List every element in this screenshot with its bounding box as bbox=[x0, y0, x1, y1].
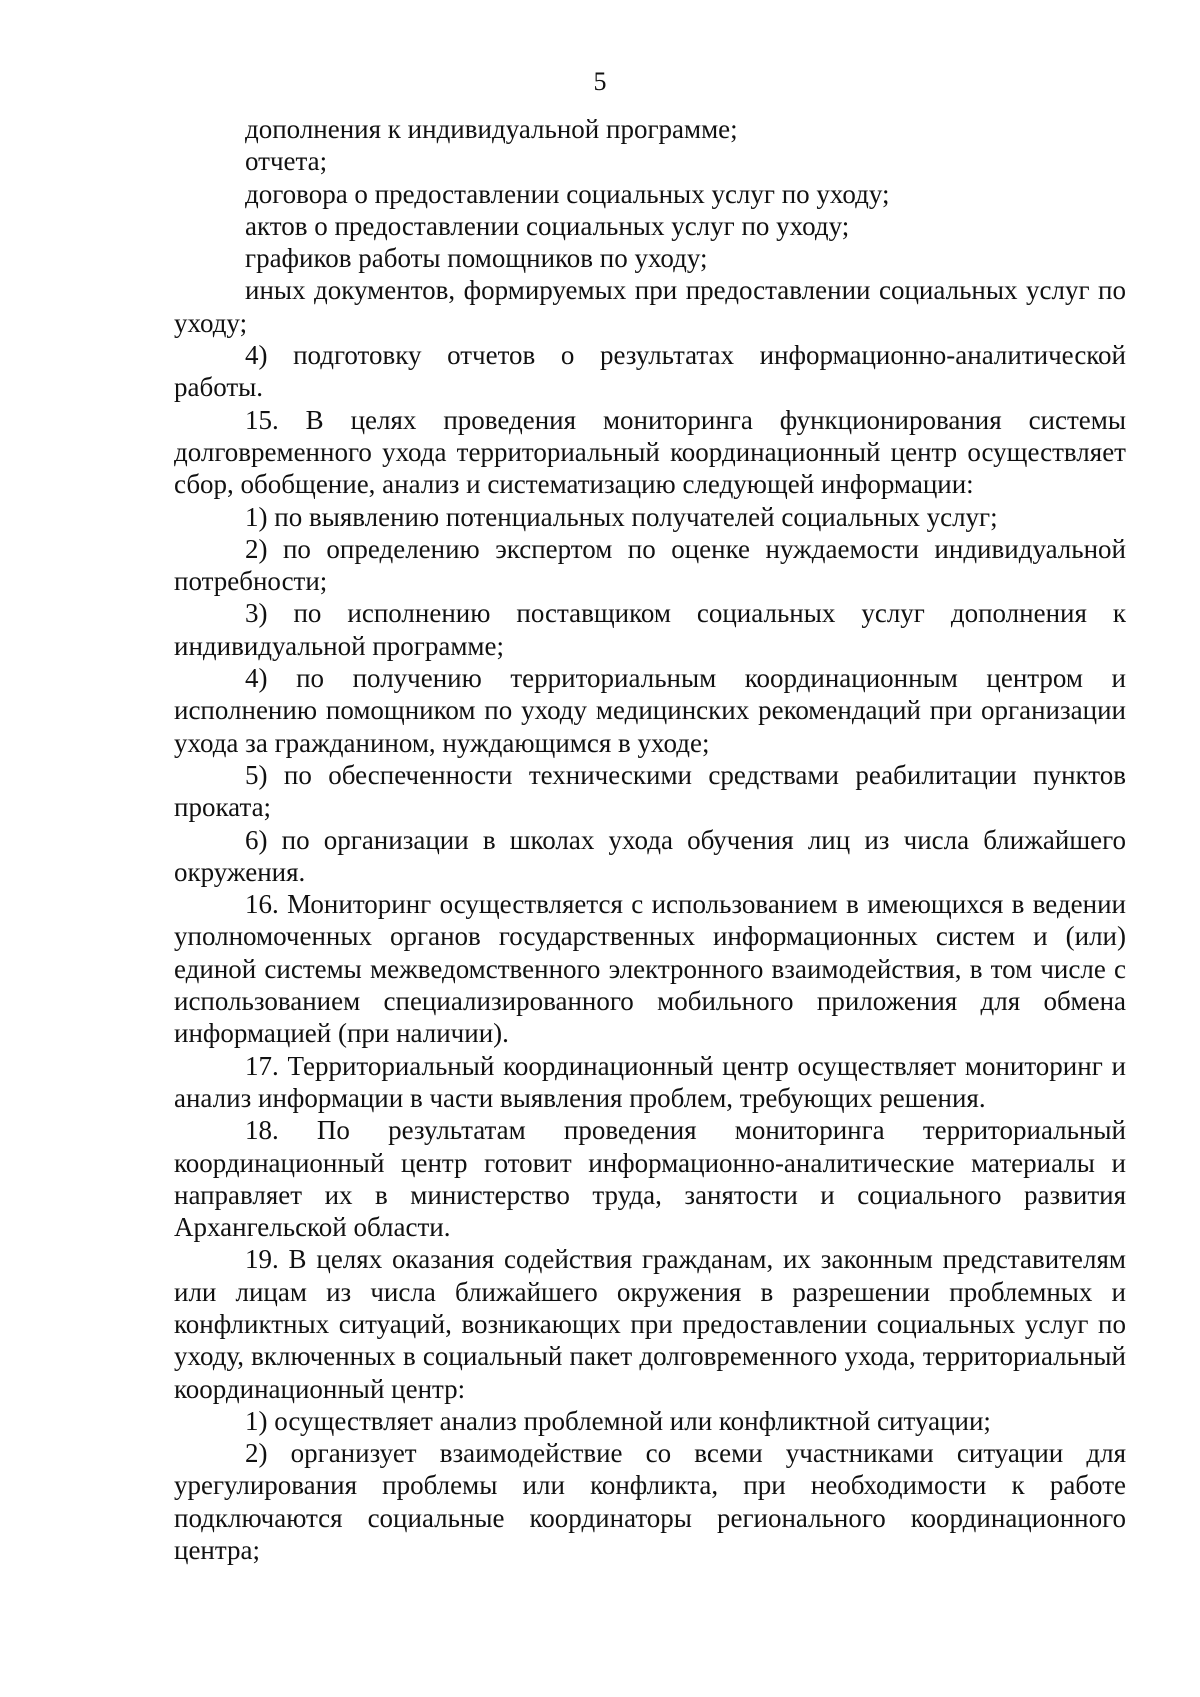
paragraph: графиков работы помощников по уходу; bbox=[245, 243, 708, 274]
paragraph: 2) по определению экспертом по оценке нуждаемости индивидуальной потребности; bbox=[174, 533, 1126, 597]
document-body bbox=[174, 113, 1126, 1566]
paragraph: 15. В целях проведения мониторинга функционирования системы долговременного ухода территориальный координационный центр осуществляет сбор, обобщение, анализ и систематизацию следующей информации: bbox=[174, 404, 1126, 500]
paragraph: 5) по обеспеченности техническими средствами реабилитации пунктов проката; bbox=[174, 759, 1126, 823]
paragraph: 1) по выявлению потенциальных получателей социальных услуг; bbox=[245, 501, 998, 532]
paragraph: отчета; bbox=[245, 146, 328, 177]
paragraph: актов о предоставлении социальных услуг по уходу; bbox=[245, 210, 850, 241]
paragraph: 1) осуществляет анализ проблемной или конфликтной ситуации; bbox=[245, 1405, 991, 1436]
paragraph: договора о предоставлении социальных услуг по уходу; bbox=[245, 178, 890, 209]
paragraph: 4) по получению территориальным координационным центром и исполнению помощником по уходу медицинских рекомендаций при организации ухода за гражданином, нуждающимся в уходе; bbox=[174, 663, 1126, 758]
paragraph: иных документов, формируемых при предоставлении социальных услуг по уходу; bbox=[174, 275, 1126, 338]
paragraph: 19. В целях оказания содействия гражданам, их законным представителям или лицам из числа ближайшего окружения в разрешении проблемных и конфликтных ситуаций, возникающих при предоставлении социальных услуг по уходу, включенных в социальный пакет долговременного ухода, территориальный координационный центр: bbox=[174, 1244, 1126, 1404]
paragraph: 17. Территориальный координационный центр осуществляет мониторинг и анализ информации в части выявления проблем, требующих решения. bbox=[174, 1050, 1126, 1113]
paragraph: 6) по организации в школах ухода обучения лиц из числа ближайшего окружения. bbox=[174, 824, 1126, 887]
page-number: 5 bbox=[593, 67, 607, 96]
paragraph: 4) подготовку отчетов о результатах информационно-аналитической работы. bbox=[174, 340, 1126, 403]
paragraph: 2) организует взаимодействие со всеми участниками ситуации для урегулирования проблемы или конфликта, при необходимости к работе подключаются социальные координаторы регионального координационного центра; bbox=[174, 1438, 1126, 1566]
paragraph: 3) по исполнению поставщиком социальных услуг дополнения к индивидуальной программе; bbox=[174, 598, 1126, 661]
paragraph: дополнения к индивидуальной программе; bbox=[245, 114, 738, 144]
paragraph: 18. По результатам проведения мониторинга территориальный координационный центр готовит информационно-аналитические материалы и направляет их в министерство труда, занятости и социального развития Архангельской области. bbox=[174, 1115, 1126, 1243]
paragraph: 16. Мониторинг осуществляется с использованием в имеющихся в ведении уполномоченных органов государственных информационных систем и (или) единой системы межведомственного электронного взаимодействия, в том числе с использованием специализированного мобильного приложения для обмена информацией (при наличии). bbox=[174, 889, 1126, 1049]
